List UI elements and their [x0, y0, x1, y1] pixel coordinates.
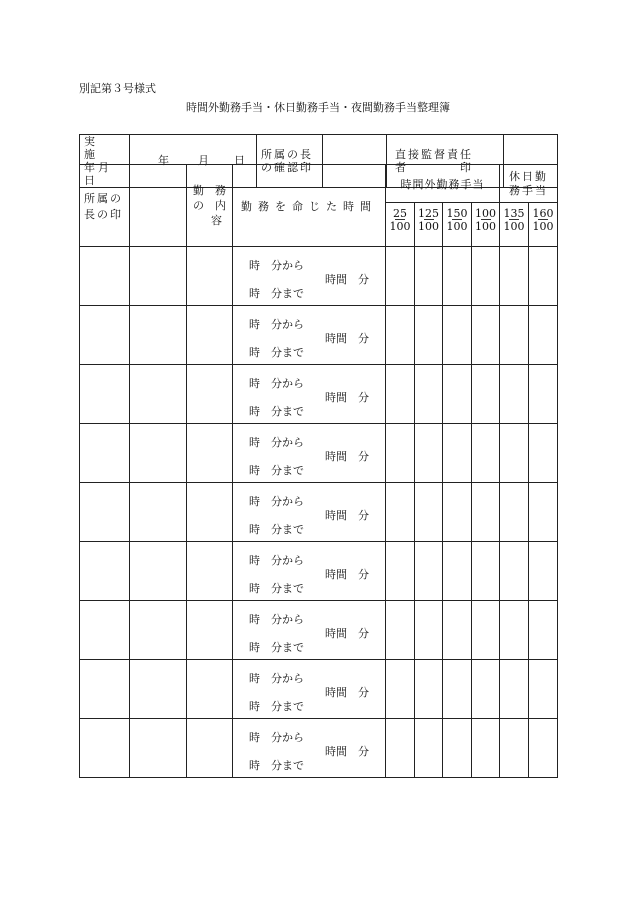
time-to: 時 分まで — [249, 759, 304, 772]
ledger-row — [80, 660, 558, 719]
ledger-cell[interactable] — [80, 660, 130, 719]
rate-numerator: 25 — [393, 207, 407, 220]
ledger-cell[interactable] — [529, 424, 558, 483]
time-from: 時 分から — [249, 259, 304, 272]
duty-content-line2: の 内 — [193, 199, 226, 212]
ledger-cell[interactable] — [386, 601, 415, 660]
ledger-cell[interactable] — [443, 365, 472, 424]
supervisor-label-line2: 者 印 — [395, 161, 473, 174]
time-to: 時 分まで — [249, 523, 304, 536]
rate-numerator: 135 — [503, 207, 525, 220]
supervisor-label-line1: 直接監督責任 — [395, 148, 473, 161]
dept-seal-header: 所属の 長の印 — [80, 165, 130, 247]
ordered-time-cell[interactable] — [233, 424, 386, 483]
time-from: 時 分から — [249, 613, 304, 626]
time-from: 時 分から — [249, 672, 304, 685]
ledger-cell[interactable] — [500, 424, 529, 483]
ledger-cell[interactable] — [443, 306, 472, 365]
ledger-cell[interactable] — [529, 660, 558, 719]
ledger-cell[interactable] — [130, 542, 187, 601]
ledger-cell[interactable] — [386, 660, 415, 719]
overtime-header: 時間外勤務手当 — [386, 165, 500, 203]
ledger-cell[interactable] — [472, 306, 500, 365]
month-label: 月 — [198, 154, 209, 167]
ledger-cell[interactable] — [443, 247, 472, 306]
ledger-cell[interactable] — [415, 601, 443, 660]
ledger-cell[interactable] — [130, 719, 187, 778]
duty-content-line3: 容 — [211, 214, 222, 227]
ledger-cell[interactable] — [500, 542, 529, 601]
time-to: 時 分まで — [249, 700, 304, 713]
ledger-cell[interactable] — [80, 601, 130, 660]
ledger-cell[interactable] — [443, 483, 472, 542]
form-title: 時間外勤務手当・休日勤務手当・夜間勤務手当整理簿 — [186, 101, 450, 114]
rate-header — [386, 203, 415, 247]
rate-numerator: 100 — [475, 207, 496, 220]
ledger-cell[interactable] — [415, 306, 443, 365]
ledger-cell[interactable] — [500, 247, 529, 306]
rate-denominator: 100 — [418, 220, 439, 233]
rate-denominator: 100 — [446, 220, 468, 233]
ledger-cell[interactable] — [187, 719, 233, 778]
ordered-time-cell[interactable] — [233, 542, 386, 601]
ledger-cell[interactable] — [80, 483, 130, 542]
rate-header — [415, 203, 443, 247]
ledger-cell[interactable] — [187, 247, 233, 306]
ledger-cell[interactable] — [80, 542, 130, 601]
impl-date-label: 実 施 年月日 — [80, 135, 130, 188]
rate-denominator: 100 — [389, 220, 411, 233]
ledger-cell[interactable] — [187, 483, 233, 542]
time-to: 時 分まで — [249, 405, 304, 418]
ledger-cell[interactable] — [415, 542, 443, 601]
ledger-cell[interactable] — [500, 601, 529, 660]
time-duration: 時間 分 — [325, 450, 369, 463]
ledger-cell[interactable] — [529, 306, 558, 365]
rate-header — [443, 203, 472, 247]
rate-denominator: 100 — [475, 220, 496, 233]
ledger-cell[interactable] — [130, 306, 187, 365]
time-duration: 時間 分 — [325, 391, 369, 404]
ledger-row — [80, 365, 558, 424]
ledger-cell[interactable] — [415, 424, 443, 483]
ordered-time-cell[interactable] — [233, 483, 386, 542]
time-from: 時 分から — [249, 318, 304, 331]
ledger-cell[interactable] — [80, 306, 130, 365]
time-to: 時 分まで — [249, 287, 304, 300]
ledger-cell[interactable] — [500, 365, 529, 424]
ledger-cell[interactable] — [187, 601, 233, 660]
rate-header — [529, 203, 558, 247]
ordered-time-header: 勤務を命じた時間 — [233, 165, 386, 247]
form-reference: 別記第３号様式 — [79, 82, 156, 95]
year-label: 年 — [158, 154, 169, 167]
ledger-cell[interactable] — [386, 542, 415, 601]
ledger-cell[interactable] — [443, 719, 472, 778]
ledger-cell[interactable] — [529, 542, 558, 601]
duty-content-header — [187, 165, 233, 247]
holiday-line1: 休日勤 — [509, 169, 548, 183]
time-from: 時 分から — [249, 436, 304, 449]
ledger-row — [80, 483, 558, 542]
ledger-cell[interactable] — [187, 365, 233, 424]
ledger-cell[interactable] — [443, 542, 472, 601]
ledger-cell[interactable] — [529, 247, 558, 306]
day-label: 日 — [234, 154, 245, 167]
ledger-cell[interactable] — [80, 247, 130, 306]
time-duration: 時間 分 — [325, 686, 369, 699]
ledger-cell[interactable] — [386, 483, 415, 542]
rate-header — [472, 203, 500, 247]
rate-numerator: 125 — [418, 207, 439, 220]
ledger-cell[interactable] — [80, 719, 130, 778]
time-duration: 時間 分 — [325, 627, 369, 640]
time-duration: 時間 分 — [325, 745, 369, 758]
time-duration: 時間 分 — [325, 509, 369, 522]
ledger-cell[interactable] — [500, 483, 529, 542]
ledger-cell[interactable] — [386, 247, 415, 306]
ordered-time-cell[interactable] — [233, 365, 386, 424]
ledger-cell[interactable] — [472, 483, 500, 542]
ledger-cell[interactable] — [529, 601, 558, 660]
ledger-cell[interactable] — [472, 365, 500, 424]
time-to: 時 分まで — [249, 641, 304, 654]
ledger-cell[interactable] — [130, 483, 187, 542]
time-from: 時 分から — [249, 377, 304, 390]
ledger-cell[interactable] — [187, 660, 233, 719]
ledger-cell[interactable] — [529, 365, 558, 424]
rate-numerator: 150 — [446, 207, 468, 220]
ordered-time-cell[interactable] — [233, 247, 386, 306]
ordered-time-cell[interactable] — [233, 601, 386, 660]
time-duration: 時間 分 — [325, 273, 369, 286]
ledger-cell[interactable] — [130, 601, 187, 660]
ledger-row — [80, 601, 558, 660]
rate-denominator: 100 — [503, 220, 525, 233]
ordered-time-cell[interactable] — [233, 719, 386, 778]
ledger-cell[interactable] — [443, 601, 472, 660]
ledger-cell[interactable] — [130, 660, 187, 719]
rate-denominator: 100 — [532, 220, 554, 233]
holiday-line2: 務手当 — [509, 183, 548, 197]
ordered-time-cell[interactable] — [233, 660, 386, 719]
ledger-cell[interactable] — [500, 660, 529, 719]
ledger-cell[interactable] — [472, 601, 500, 660]
time-to: 時 分まで — [249, 582, 304, 595]
ledger-cell[interactable] — [130, 247, 187, 306]
time-duration: 時間 分 — [325, 568, 369, 581]
ledger-cell[interactable] — [187, 542, 233, 601]
ledger-cell[interactable] — [415, 483, 443, 542]
ledger-cell[interactable] — [386, 424, 415, 483]
ledger-cell[interactable] — [187, 306, 233, 365]
ledger-cell[interactable] — [529, 483, 558, 542]
ledger-cell[interactable] — [472, 424, 500, 483]
blank-header — [130, 165, 187, 247]
ledger-cell[interactable] — [529, 719, 558, 778]
time-to: 時 分まで — [249, 346, 304, 359]
ledger-table — [79, 164, 558, 778]
ledger-cell[interactable] — [472, 542, 500, 601]
ledger-cell[interactable] — [130, 424, 187, 483]
ordered-time-cell[interactable] — [233, 306, 386, 365]
ledger-cell[interactable] — [415, 365, 443, 424]
time-from: 時 分から — [249, 554, 304, 567]
ledger-cell[interactable] — [415, 660, 443, 719]
ledger-cell[interactable] — [472, 247, 500, 306]
ledger-row — [80, 306, 558, 365]
time-from: 時 分から — [249, 495, 304, 508]
rate-header — [500, 203, 529, 247]
ledger-cell[interactable] — [80, 424, 130, 483]
ledger-cell[interactable] — [500, 719, 529, 778]
ledger-cell[interactable] — [130, 365, 187, 424]
ledger-row — [80, 424, 558, 483]
ledger-cell[interactable] — [443, 424, 472, 483]
ledger-cell[interactable] — [472, 660, 500, 719]
time-from: 時 分から — [249, 731, 304, 744]
ledger-cell[interactable] — [500, 306, 529, 365]
ledger-row — [80, 247, 558, 306]
rate-numerator: 160 — [532, 207, 554, 220]
time-to: 時 分まで — [249, 464, 304, 477]
time-duration: 時間 分 — [325, 332, 369, 345]
ledger-cell[interactable] — [386, 365, 415, 424]
ledger-cell[interactable] — [386, 306, 415, 365]
ledger-cell[interactable] — [472, 719, 500, 778]
ledger-row — [80, 719, 558, 778]
ledger-cell[interactable] — [80, 365, 130, 424]
dept-head-confirm-label: 所属の長 の確認印 — [257, 135, 323, 188]
ledger-cell[interactable] — [415, 719, 443, 778]
holiday-header — [500, 165, 558, 203]
ledger-cell[interactable] — [415, 247, 443, 306]
ledger-cell[interactable] — [443, 660, 472, 719]
ledger-row — [80, 542, 558, 601]
ledger-cell[interactable] — [187, 424, 233, 483]
ledger-cell[interactable] — [386, 719, 415, 778]
duty-content-line1: 勤 務 — [193, 184, 226, 197]
